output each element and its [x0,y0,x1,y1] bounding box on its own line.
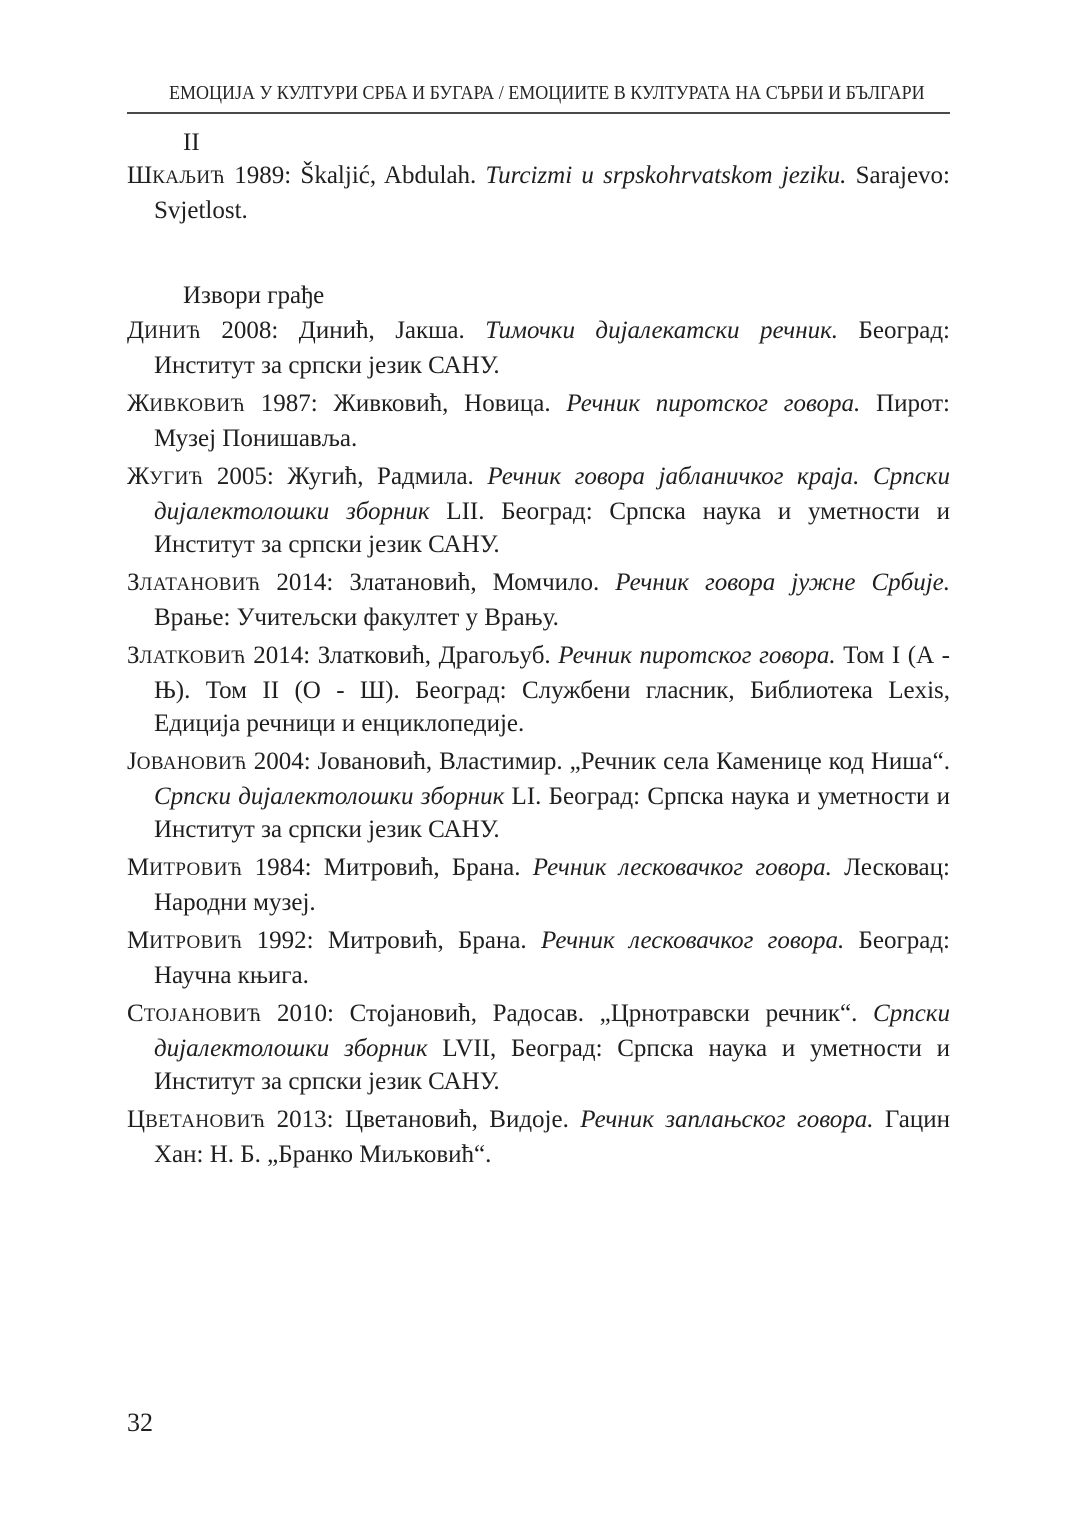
entry-text: 1984: Митровић, Брана. [242,854,533,881]
entry-author: МИТРОВИЋ [127,927,243,954]
section-label: II [183,129,200,156]
entry-text: 2005: Жугић, Радмила. [203,463,488,490]
entry-title: Српски дијалектолошки зборник [154,1000,950,1062]
page-number: 32 [127,1408,153,1437]
entry-author: ЈОВАНОВИЋ [127,748,247,775]
bibliography-entry [127,745,950,846]
bibliography-entry [127,924,950,992]
entry-text: Гацин Хан: Н. Б. „Бранко Миљковић“. [154,1106,950,1168]
entry-text: 2014: Златановић, Момчило. [260,569,616,596]
entry-title: Речник лесковачког говора. [532,854,832,881]
entry-author: ЗЛАТКОВИЋ [127,642,246,669]
entry-text: 1992: Митровић, Брана. [242,927,541,954]
part-entries [127,159,950,227]
sources-entries [127,314,950,1171]
entry-text: Београд: Институт за српски језик САНУ. [154,317,950,379]
entry-text: 2004: Јовановић, Властимир. „Речник села Каменице код Ниша“. [246,748,950,775]
entry-text: LVII, Београд: Српска наука и уметности и Институт за српски језик САНУ. [154,1035,951,1095]
entry-text: Београд: Научна књига. [154,927,950,989]
entry-title: Речник пиротског говора. [558,642,836,669]
running-header [127,82,950,114]
entry-author: ЖИВКОВИЋ [127,390,245,417]
bibliography-entry [127,997,950,1098]
entry-text: 1989: Škaljić, Abdulah. [225,162,486,189]
entry-title: Српски дијалектолошки зборник [154,783,505,810]
entry-author: ЗЛАТАНОВИЋ [127,569,261,596]
entry-title: Речник пиротског говора. [566,390,861,417]
entry-author: СТОЈАНОВИЋ [127,1000,262,1027]
entry-text: 2010: Стојановић, Радосав. „Црнотравски речник“. [261,1000,874,1027]
entry-author: ЦВЕТАНОВИЋ [127,1106,266,1133]
entry-text: Врање: Учитељски факултет у Врању. [154,604,559,631]
bibliography-entry [127,639,950,740]
text-column [127,82,950,1176]
entry-title: Речник говора јабланичког краја. Српски дијалектолошки зборник [154,463,950,525]
entry-text: 2014: Златковић, Драгољуб. [245,642,559,669]
entry-author: МИТРОВИЋ [127,854,243,881]
entry-text: LI. Београд: Српска наука и уметности и Институт за српски језик САНУ. [154,783,950,843]
entry-author: ДИНИЋ [127,317,201,344]
entry-title: Речник лесковачког говора. [541,927,845,954]
entry-text: 2008: Динић, Јакша. [200,317,486,344]
bibliography-entry [127,159,950,227]
entry-text: Том I (А - Њ). Том II (О - Ш). Београд: Службени гласник, Библиотека Lexis, Едиција речници и енциклопедије. [154,642,950,737]
bibliography-entry [127,851,950,919]
sources-heading: Извори грађе [183,282,325,309]
entry-text: 2013: Цветановић, Видоје. [265,1106,581,1133]
entry-text: 1987: Живковић, Новица. [245,390,567,417]
bibliography-entry [127,314,950,382]
bibliography-entry [127,1103,950,1171]
running-header-text: ЕМОЦИЈА У КУЛТУРИ СРБА И БУГАРА / ЕМОЦИИТЕ В КУЛТУРАТА НА СЪРБИ И БЪЛГАРИ [168,82,925,104]
entry-title: Тимочки дијалекатски речник. [485,317,839,344]
entry-text: Sarajevo: Svjetlost. [154,162,950,224]
bibliography-entry [127,566,950,634]
entry-text: Пирот: Музеј Понишавља. [154,390,950,452]
entry-author: ШКАЉИЋ [127,162,226,189]
entry-title: Turcizmi u srpskohrvatskom jeziku. [485,162,847,189]
entry-text: Лесковац: Народни музеј. [154,854,950,916]
entry-text: LII. Београд: Српска наука и уметности и Институт за српски језик САНУ. [154,498,950,558]
bibliography-entry [127,387,950,455]
entry-title: Речник говора јужне Србије. [615,569,950,596]
entry-author: ЖУГИЋ [127,463,204,490]
bibliography-entry [127,460,950,561]
entry-title: Речник заплањског говора. [580,1106,874,1133]
